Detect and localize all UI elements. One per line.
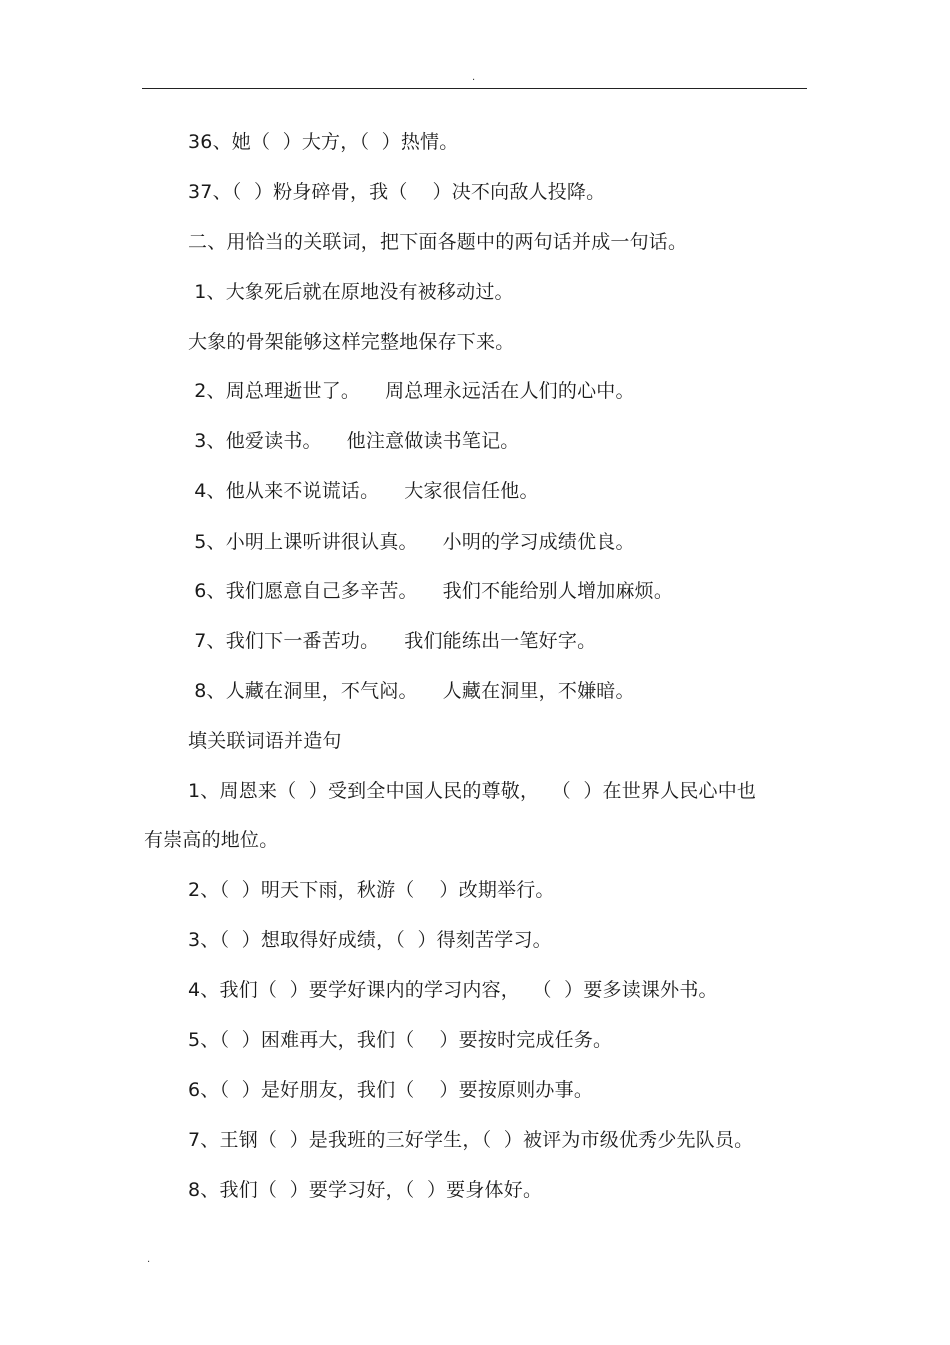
text-line-f-1a: 1、周恩来（ ）受到全中国人民的尊敬， （ ）在世界人民心中也 xyxy=(188,780,757,802)
text-line-s2-3: 3、他爱读书。 他注意做读书笔记。 xyxy=(188,430,520,452)
text-line-37: 37、（ ）粉身碎骨，我（ ）决不向敌人投降。 xyxy=(188,181,606,203)
text-line-f-2: 2、（ ）明天下雨，秋游（ ）改期举行。 xyxy=(188,879,555,901)
text-line-s2-2: 2、周总理逝世了。 周总理永远活在人们的心中。 xyxy=(188,380,635,402)
text-line-f-6: 6、（ ）是好朋友，我们（ ）要按原则办事。 xyxy=(188,1079,594,1101)
text-line-f-5: 5、（ ）困难再大，我们（ ）要按时完成任务。 xyxy=(188,1029,613,1051)
text-line-s2-4: 4、他从来不说谎话。 大家很信任他。 xyxy=(188,480,539,502)
text-line-s2-6: 6、我们愿意自己多辛苦。 我们不能给别人增加麻烦。 xyxy=(188,580,674,602)
text-line-f-8: 8、我们（ ）要学习好，（ ）要身体好。 xyxy=(188,1179,543,1201)
text-line-36: 36、她（ ）大方，（ ）热情。 xyxy=(188,131,459,153)
section-heading-fill: 填关联词语并造句 xyxy=(188,730,342,752)
text-line-s2-8: 8、人藏在洞里，不气闷。 人藏在洞里，不嫌暗。 xyxy=(188,680,635,702)
section-heading-2: 二、用恰当的关联词，把下面各题中的两句话并成一句话。 xyxy=(188,231,688,253)
text-line-f-4: 4、我们（ ）要学好课内的学习内容， （ ）要多读课外书。 xyxy=(188,979,718,1001)
footer-dot: . xyxy=(147,1254,151,1265)
text-line-f-1b: 有崇高的地位。 xyxy=(144,829,279,851)
header-dot: . xyxy=(472,72,476,83)
text-line-s2-1a: 1、大象死后就在原地没有被移动过。 xyxy=(188,281,514,303)
text-line-s2-7: 7、我们下一番苦功。 我们能练出一笔好字。 xyxy=(188,630,597,652)
header-rule xyxy=(142,88,807,89)
text-line-f-3: 3、（ ）想取得好成绩，（ ）得刻苦学习。 xyxy=(188,929,552,951)
text-line-s2-5: 5、小明上课听讲很认真。 小明的学习成绩优良。 xyxy=(188,531,635,553)
text-line-s2-1b: 大象的骨架能够这样完整地保存下来。 xyxy=(188,331,515,353)
text-line-f-7: 7、王钢（ ）是我班的三好学生，（ ）被评为市级优秀少先队员。 xyxy=(188,1129,754,1151)
